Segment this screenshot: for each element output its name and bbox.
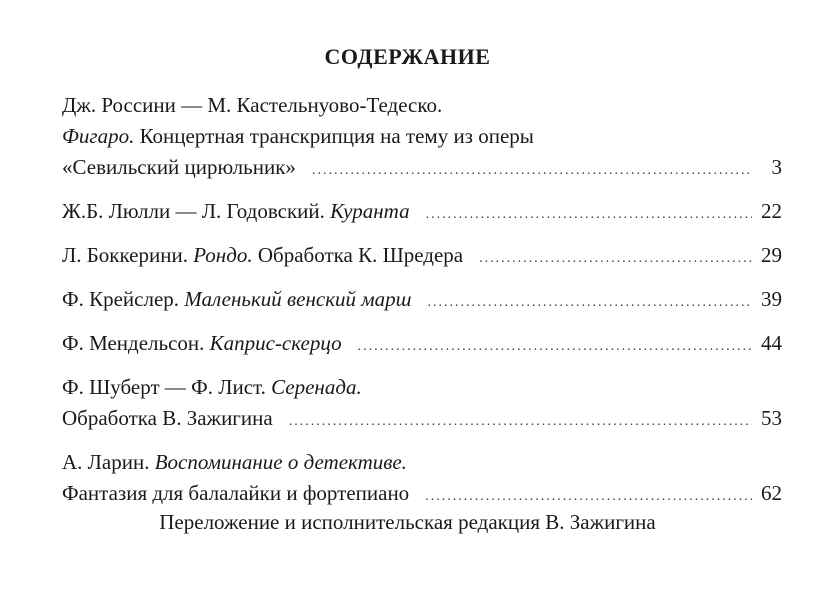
toc-entry-march [62,284,782,318]
toc-entry-title-line [62,447,782,478]
toc-entry-text [62,284,412,315]
toc-entry-courante [62,196,782,230]
toc-entry-text [62,328,342,359]
toc-page-number: 22 [761,199,782,223]
toc-entry-work-title: Рондо. [193,243,253,267]
toc-entry-title-line [62,372,782,403]
toc-page-number: 53 [761,406,782,430]
toc-entry-title-line [62,121,782,152]
toc-entry-leader-line [62,328,782,362]
toc-entry-description: Фантазия для балалайки и фортепиано [62,481,410,505]
toc-page-number: 3 [771,155,782,179]
dot-leader [289,406,752,437]
toc-entry-author: Ф. Мендельсон. [62,331,210,355]
toc-entry-leader-line [62,403,782,437]
toc-entry-author: А. Ларин. [62,450,155,474]
toc-entry-author-line: Дж. Россини — М. Кастельнуово-Тедеско. [62,93,443,117]
toc-entry-detective [62,447,782,512]
toc-entry-leader-line [62,152,782,186]
toc-entry-author: Ж.Б. Люлли — Л. Годовский. [62,199,331,223]
arrangement-credit: Переложение и исполнительская редакция В. Зажигина [159,510,656,534]
toc-entry-description: Обработка В. Зажигина [62,406,273,430]
contents-list [62,90,782,512]
toc-entry-leader-line [62,284,782,318]
toc-entry-description: Обработка К. Шредера [252,243,464,267]
toc-entry-author: Ф. Крейслер. [62,287,185,311]
dot-leader [358,331,752,362]
toc-entry-leader-line [62,478,782,512]
dot-leader [426,199,752,230]
dot-leader [425,481,752,512]
toc-entry-figaro [62,90,782,186]
toc-page-number: 62 [761,481,782,505]
dot-leader [479,243,752,274]
toc-entry-leader-line [62,196,782,230]
toc-page-number: 44 [761,331,782,355]
toc-entry-author: Ф. Шуберт — Ф. Лист. [62,375,272,399]
dot-leader [312,155,752,186]
toc-entry-work-title: Маленький венский марш [184,287,412,311]
toc-entry-description: Концертная транскрипция на тему из оперы [134,124,534,148]
toc-entry-capriccio [62,328,782,362]
page-title: СОДЕРЖАНИЕ [324,44,491,69]
toc-page-number: 39 [761,287,782,311]
toc-entry-author: Л. Боккерини. [62,243,194,267]
dot-leader [428,287,752,318]
toc-entry-work-title: Куранта [330,199,410,223]
toc-entry-work-title: Воспоминание о детективе. [154,450,407,474]
toc-entry-leader-line [62,240,782,274]
toc-page-number: 29 [761,243,782,267]
toc-entry-work-title: Серенада. [271,375,362,399]
toc-entry-work-title: Фигаро. [62,124,135,148]
toc-entry-rondo [62,240,782,274]
toc-entry-text [62,196,410,227]
toc-entry-work-title: Каприс-скерцо [209,331,342,355]
toc-entry-serenade [62,372,782,437]
toc-entry-text [62,240,463,271]
toc-entry-description-end: «Севильский цирюльник» [62,155,296,179]
